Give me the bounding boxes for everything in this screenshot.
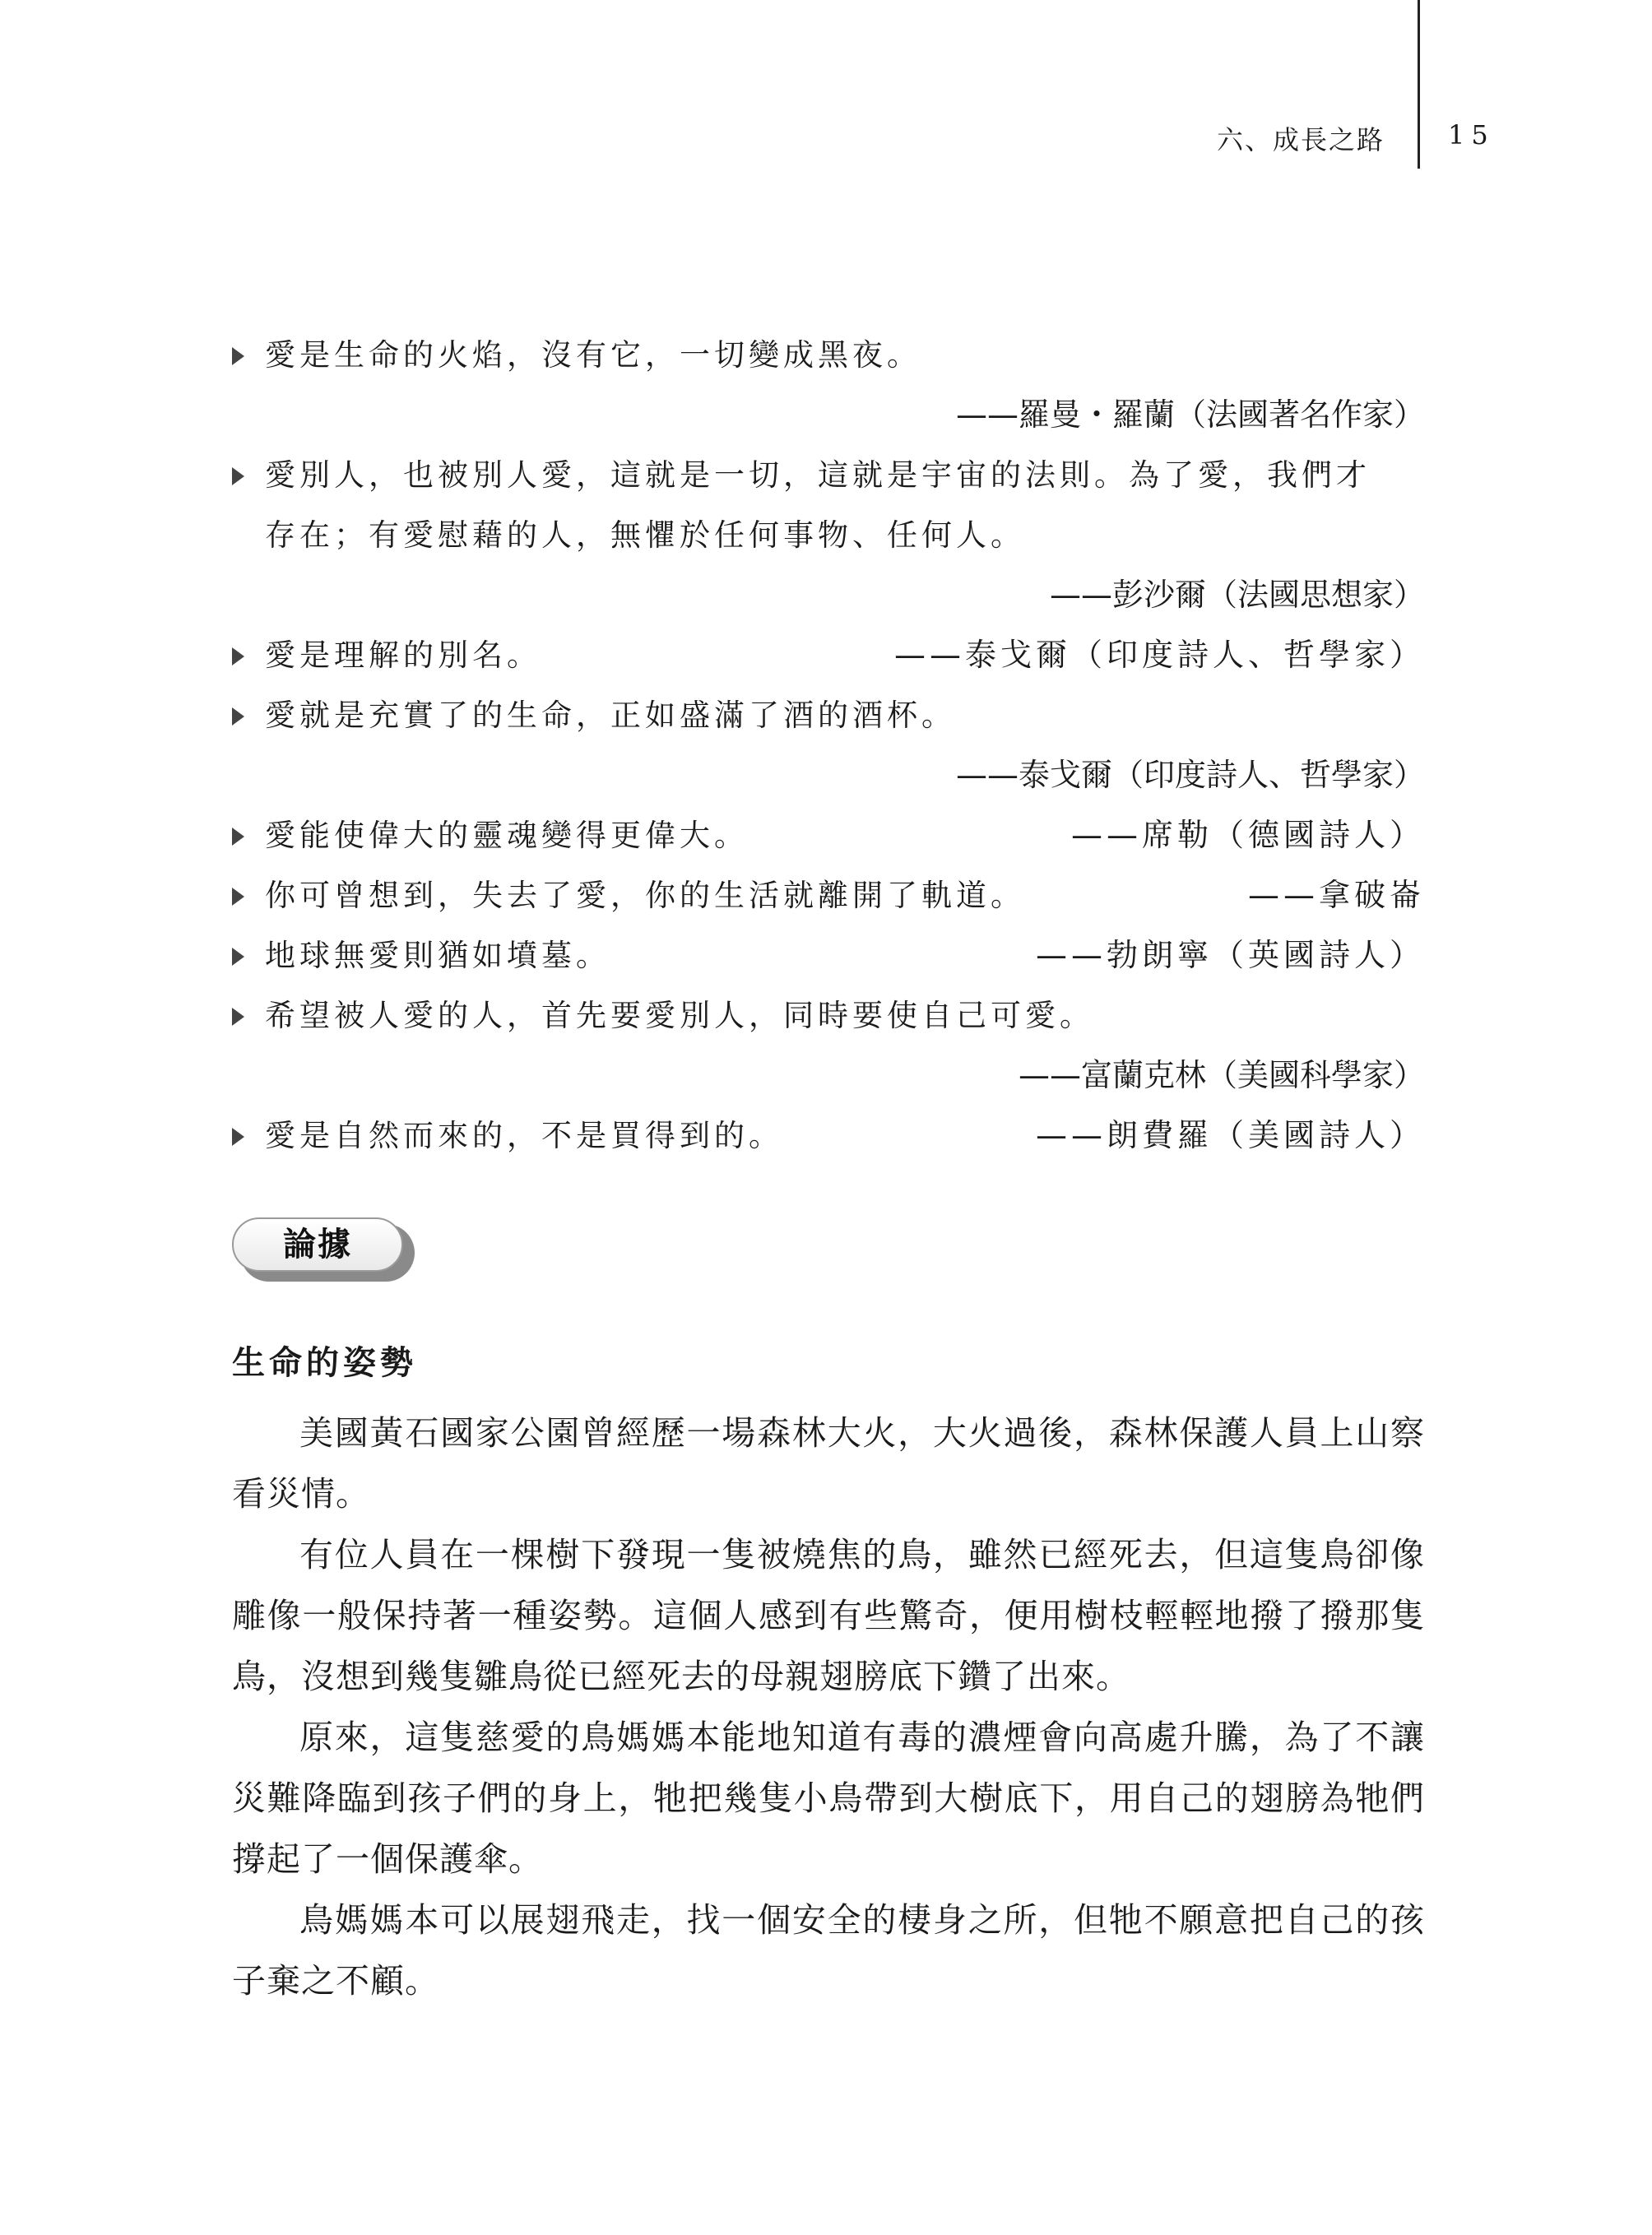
- attribution-line: [232, 745, 1425, 805]
- quote-line: [232, 985, 1425, 1046]
- story-paragraph: 原來，這隻慈愛的鳥媽媽本能地知道有毒的濃煙會向高處升騰，為了不讓災難降臨到孩子們的身上，牠把幾隻小鳥帶到大樹底下，用自己的翅膀為牠們撐起了一個保護傘。: [232, 1718, 1425, 1879]
- quote-attribution: ——席勒（德國詩人）: [1070, 817, 1425, 853]
- quote-item: [232, 1106, 1425, 1166]
- quote-text: 愛能使偉大的靈魂變得更偉大。: [265, 818, 749, 853]
- quote-item: [232, 925, 1425, 985]
- quote-line: [232, 445, 1425, 505]
- quote-text: 愛是理解的別名。: [265, 638, 541, 673]
- quote-line: [232, 505, 1425, 565]
- quote-line: [232, 805, 1425, 865]
- quote-attribution: ——泰戈爾（印度詩人、哲學家）: [955, 757, 1425, 793]
- quote-line: [232, 925, 1425, 985]
- header-divider: [1418, 0, 1420, 169]
- bullet-arrow-icon: [232, 647, 244, 665]
- quote-item: [232, 325, 1425, 445]
- quote-attribution: ——羅曼・羅蘭（法國著名作家）: [955, 396, 1425, 433]
- quote-text: 愛就是充實了的生命，正如盛滿了酒的酒杯。: [265, 698, 956, 733]
- quote-item: [232, 625, 1425, 685]
- quote-attribution: ——彭沙爾（法國思想家）: [1049, 577, 1425, 613]
- quote-attribution: ——勃朗寧（英國詩人）: [1035, 937, 1425, 973]
- quote-line: [232, 625, 1425, 685]
- quote-attribution: ——富蘭克林（美國科學家）: [1018, 1057, 1425, 1093]
- quote-line: [232, 1106, 1425, 1166]
- quote-attribution: ——朗費羅（美國詩人）: [1035, 1117, 1425, 1153]
- story-paragraph: 鳥媽媽本可以展翅飛走，找一個安全的棲身之所，但牠不願意把自己的孩子棄之不顧。: [232, 1900, 1425, 2001]
- quote-text: 存在；有愛慰藉的人，無懼於任何事物、任何人。: [265, 517, 1025, 553]
- bullet-arrow-icon: [232, 347, 244, 365]
- quote-item: [232, 865, 1425, 925]
- bullet-arrow-icon: [232, 828, 244, 846]
- bullet-arrow-icon: [232, 1008, 244, 1026]
- quote-item: [232, 985, 1425, 1106]
- quote-text: 希望被人愛的人，首先要愛別人，同時要使自己可愛。: [265, 998, 1094, 1033]
- running-header-section: 六、成長之路: [1216, 124, 1385, 155]
- quote-attribution: ——泰戈爾（印度詩人、哲學家）: [893, 637, 1425, 673]
- quote-line: [232, 865, 1425, 925]
- quote-text: 愛是生命的火焰，沒有它，一切變成黑夜。: [265, 337, 921, 373]
- story-title: 生命的姿勢: [232, 1343, 417, 1382]
- quote-text: 愛是自然而來的，不是買得到的。: [265, 1118, 783, 1153]
- story-body: [232, 1403, 1425, 2011]
- quote-line: [232, 685, 1425, 745]
- quotes-list: [232, 325, 1425, 1166]
- bullet-arrow-icon: [232, 707, 244, 726]
- bullet-arrow-icon: [232, 888, 244, 906]
- page-number: 15: [1448, 119, 1495, 151]
- story-paragraph: 美國黃石國家公園曾經歷一場森林大火，大火過後，森林保護人員上山察看災情。: [232, 1413, 1425, 1514]
- section-tab-label: 論據: [283, 1226, 352, 1264]
- bullet-arrow-icon: [232, 1128, 244, 1146]
- quote-item: [232, 445, 1425, 625]
- quote-text: 地球無愛則猶如墳墓。: [265, 938, 610, 973]
- attribution-line: [232, 1046, 1425, 1106]
- attribution-line: [232, 565, 1425, 625]
- attribution-line: [232, 385, 1425, 445]
- quote-attribution: ——拿破崙: [1247, 877, 1425, 913]
- story-paragraph: 有位人員在一棵樹下發現一隻被燒焦的鳥，雖然已經死去，但這隻鳥卻像雕像一般保持著一種姿勢。這個人感到有些驚奇，便用樹枝輕輕地撥了撥那隻鳥，沒想到幾隻雛鳥從已經死去的母親翅膀底下鑽了出來。: [232, 1535, 1425, 1696]
- quote-line: [232, 325, 1425, 385]
- quote-item: [232, 805, 1425, 865]
- section-tab: [232, 1217, 415, 1282]
- bullet-arrow-icon: [232, 467, 244, 485]
- quote-text: 你可曾想到，失去了愛，你的生活就離開了軌道。: [265, 878, 1025, 913]
- bullet-arrow-icon: [232, 948, 244, 966]
- quote-item: [232, 685, 1425, 805]
- quote-text: 愛別人，也被別人愛，這就是一切，這就是宇宙的法則。為了愛，我們才: [265, 457, 1371, 493]
